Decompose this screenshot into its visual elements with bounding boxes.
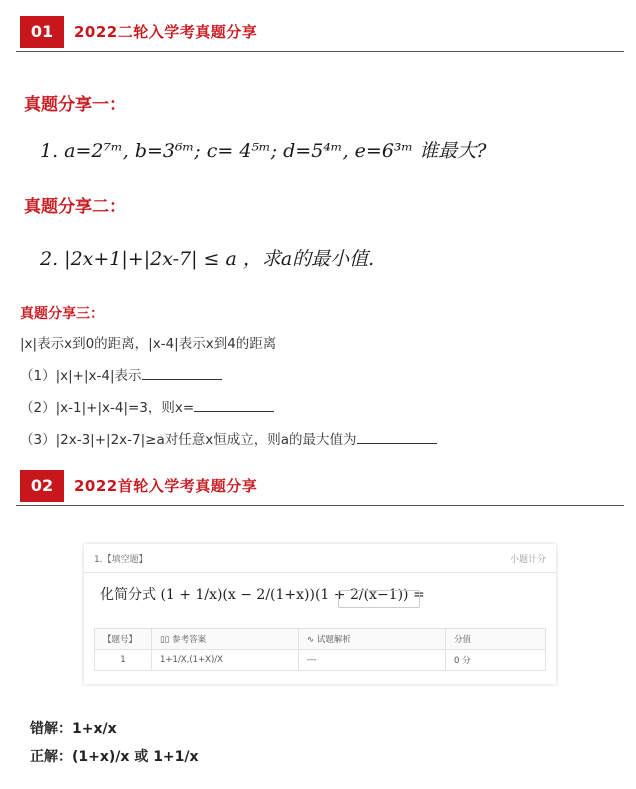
share-3-label: 真题分享三： xyxy=(20,306,104,322)
question-3 xyxy=(20,428,437,448)
right-answer: 正解：(1+x)/x 或 1+1/x xyxy=(30,749,199,765)
section-title: 2022二轮入学考真题分享 xyxy=(74,23,258,41)
share-3-intro: |x|表示x到0的距离，|x-4|表示x到4的距离 xyxy=(20,336,277,352)
question-1-text: （1）|x|+|x-4|表示 xyxy=(20,368,142,384)
cell-score: 0 分 xyxy=(446,650,546,671)
score-label: 小题计分 xyxy=(509,555,546,565)
question-2 xyxy=(20,396,274,416)
question-type: 1.【填空题】 xyxy=(94,555,148,565)
answer-table xyxy=(94,628,546,671)
answer-blank xyxy=(357,431,437,444)
header-score: 分值 xyxy=(446,629,546,650)
share-2-handwriting: 2. |2x+1|+|2x-7| ≤ a ，求a的最小值. xyxy=(40,248,375,270)
header-answer: ▯▯ 参考答案 xyxy=(152,629,299,650)
answer-blank xyxy=(142,367,222,380)
section-number: 01 xyxy=(20,16,64,48)
section-title: 2022首轮入学考真题分享 xyxy=(74,477,258,495)
answer-input[interactable] xyxy=(338,590,420,608)
answer-blank xyxy=(194,399,274,412)
section-1-header xyxy=(16,16,624,52)
table-header-row xyxy=(95,629,546,650)
section-number: 02 xyxy=(20,470,64,502)
table-row xyxy=(95,650,546,671)
cell-answer: 1+1/X,(1+X)/X xyxy=(152,650,299,671)
share-1-label: 真题分享一： xyxy=(24,95,126,115)
section-2-header xyxy=(16,470,624,506)
cell-analysis: --- xyxy=(299,650,446,671)
share-2-label: 真题分享二： xyxy=(24,197,126,217)
share-1-handwriting: 1. a=2⁷ᵐ, b=3⁶ᵐ; c= 4⁵ᵐ; d=5⁴ᵐ, e=6³ᵐ 谁最大? xyxy=(40,140,487,162)
header-number: 【题号】 xyxy=(95,629,152,650)
pulse-icon: ∿ xyxy=(307,635,317,645)
question-3-text: （3）|2x-3|+|2x-7|≥a对任意x恒成立，则a的最大值为 xyxy=(20,432,357,448)
section-divider xyxy=(16,51,624,52)
question-1 xyxy=(20,364,222,384)
stem-prefix: 化简分式 xyxy=(100,587,156,603)
wrong-answer: 错解：1+x/x xyxy=(30,721,117,737)
book-icon: ▯▯ xyxy=(160,635,173,645)
section-divider xyxy=(16,505,624,506)
question-2-text: （2）|x-1|+|x-4|=3，则x= xyxy=(20,400,195,416)
header-analysis: ∿ 试题解析 xyxy=(299,629,446,650)
card-divider xyxy=(84,572,556,573)
question-card xyxy=(84,544,556,684)
stem-formula: (1 + 1/x)(x − 2/(1+x))(1 + 2/(x−1)) = xyxy=(160,587,425,603)
cell-number: 1 xyxy=(95,650,152,671)
